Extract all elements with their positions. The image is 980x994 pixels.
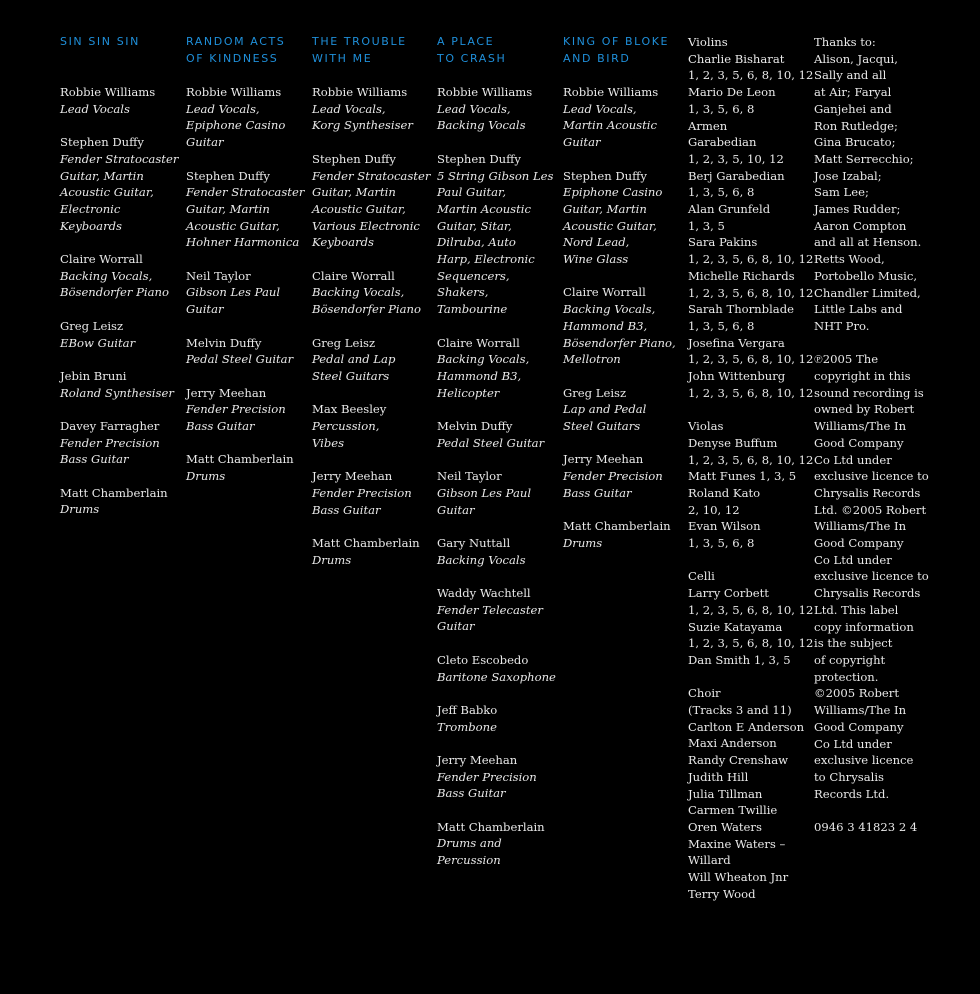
musician-entry bbox=[437, 652, 557, 685]
player-name: Mario De Leon bbox=[688, 85, 776, 100]
musician-name: Claire Worrall bbox=[60, 252, 143, 266]
player-tracks: 1, 2, 3, 5, 6, 8, 10, 12 bbox=[688, 385, 814, 400]
violins-section bbox=[688, 34, 814, 401]
musician-role: Fender Precision Bass Guitar bbox=[60, 435, 160, 467]
musician-name: Matt Chamberlain bbox=[60, 485, 168, 500]
player-name: Armen Garabedian bbox=[688, 118, 757, 150]
player-tracks: 1, 3, 5, 6, 8 bbox=[688, 318, 755, 333]
musician-role: Drums bbox=[312, 552, 352, 567]
musician-entry bbox=[563, 84, 683, 151]
musician-entry bbox=[312, 401, 432, 451]
musician-name: Claire Worrall bbox=[563, 285, 646, 300]
musician-name: Matt Chamberlain bbox=[186, 452, 294, 467]
musician-list bbox=[60, 84, 180, 518]
catalog-number: 0946 3 41823 2 4 bbox=[814, 820, 918, 835]
musician-name: Stephen Duffy bbox=[186, 168, 270, 183]
musician-role: Lead Vocals bbox=[60, 101, 130, 116]
player-name: Dan Smith 1, 3, 5 bbox=[688, 652, 791, 667]
musician-entry bbox=[186, 84, 306, 151]
musician-entry bbox=[563, 518, 683, 551]
section-title: Choir bbox=[688, 686, 721, 701]
musician-entry bbox=[186, 335, 306, 368]
musician-name: Jerry Meehan bbox=[437, 752, 518, 767]
musician-entry bbox=[186, 451, 306, 484]
musician-role: Percussion, Vibes bbox=[312, 419, 380, 450]
musician-role: Backing Vocals, Bösendorfer Piano bbox=[312, 285, 421, 317]
musician-name: Matt Chamberlain bbox=[312, 535, 420, 550]
musician-entry bbox=[312, 84, 432, 134]
musician-entry bbox=[437, 752, 557, 802]
musician-name: Jeff Babko bbox=[437, 702, 498, 717]
song-column bbox=[60, 34, 180, 535]
musician-entry bbox=[312, 151, 432, 251]
choir-member: Maxine Waters – Willard bbox=[688, 836, 786, 868]
musician-entry bbox=[437, 151, 557, 318]
player-tracks: 1, 2, 3, 5, 10, 12 bbox=[688, 151, 784, 166]
musician-entry bbox=[312, 468, 432, 518]
musician-entry bbox=[60, 251, 180, 301]
musician-role: Backing Vocals, Hammond B3, Bösendorfer Piano, Mellotron bbox=[563, 302, 676, 367]
song-column bbox=[186, 34, 306, 501]
musician-name: Claire Worrall bbox=[312, 268, 395, 283]
musician-entry bbox=[186, 268, 306, 318]
player-tracks: 1, 3, 5, 6, 8 bbox=[688, 101, 755, 116]
musician-name: Jebin Bruni bbox=[60, 368, 127, 383]
musician-role: Epiphone Casino Guitar, Martin Acoustic Guitar, Nord Lead, Wine Glass bbox=[563, 185, 663, 267]
musician-entry bbox=[60, 318, 180, 351]
player-tracks: 1, 3, 5, 6, 8 bbox=[688, 185, 755, 200]
song-title: THE TROUBLE WITH ME bbox=[312, 35, 407, 65]
song-title: A PLACE TO CRASH bbox=[437, 35, 507, 65]
musician-role: Pedal and Lap Steel Guitars bbox=[312, 352, 396, 383]
copyright-text: ℗2005 The copyright in this sound recording is owned by Robert Williams/The In Good Company Co Ltd under exclusive licence to Chrysalis Records Ltd. ©2005 Robert Williams/The In Good Company Co Ltd under exclusive licence to Chrysalis Records Ltd. This label copy information is the subject of copyright protection. ©2005 Robert Williams/The In Good Company Co Ltd under exclusive licence to Chrysalis Records Ltd. bbox=[814, 352, 929, 801]
choir-member: Carmen Twillie bbox=[688, 803, 778, 818]
player-tracks: 2, 10, 12 bbox=[688, 502, 740, 517]
musician-role: Fender Stratocaster Guitar, Martin Acoustic Guitar, Electronic Keyboards bbox=[60, 151, 179, 233]
musician-entry bbox=[312, 268, 432, 318]
musician-entry bbox=[60, 368, 180, 401]
player-name: Alan Grunfeld bbox=[688, 202, 771, 217]
musician-name: Neil Taylor bbox=[437, 469, 502, 484]
musician-role: Pedal Steel Guitar bbox=[437, 435, 545, 450]
musician-entry bbox=[186, 385, 306, 435]
musician-name: Robbie Williams bbox=[312, 85, 408, 99]
musician-entry bbox=[437, 535, 557, 568]
musician-role: Fender Precision Bass Guitar bbox=[186, 402, 286, 433]
musician-role: Roland Synthesiser bbox=[60, 385, 174, 400]
musician-entry bbox=[186, 168, 306, 252]
musician-entry bbox=[60, 418, 180, 468]
musician-role: Fender Precision Bass Guitar bbox=[312, 485, 412, 517]
section-title: Violins bbox=[688, 35, 728, 49]
strings-choir-column bbox=[688, 34, 814, 919]
player-tracks: 1, 3, 5, 6, 8 bbox=[688, 536, 755, 551]
player-tracks: 1, 2, 3, 5, 6, 8, 10, 12 bbox=[688, 252, 814, 267]
musician-role: Drums bbox=[186, 469, 226, 484]
player-name: Charlie Bisharat bbox=[688, 51, 785, 66]
choir-subtitle: (Tracks 3 and 11) bbox=[688, 703, 792, 718]
player-name: Sarah Thornblade bbox=[688, 302, 794, 317]
musician-name: Matt Chamberlain bbox=[563, 519, 671, 534]
musician-name: Stephen Duffy bbox=[60, 135, 144, 150]
choir-member: Randy Crenshaw bbox=[688, 753, 789, 768]
musician-name: Matt Chamberlain bbox=[437, 819, 545, 834]
musician-role: Lead Vocals, Korg Synthesiser bbox=[312, 101, 413, 133]
musician-entry bbox=[437, 335, 557, 402]
musician-entry bbox=[437, 84, 557, 134]
musician-list bbox=[563, 84, 683, 552]
musician-name: Davey Farragher bbox=[60, 418, 160, 433]
song-column bbox=[437, 34, 557, 886]
musician-entry bbox=[563, 284, 683, 368]
musician-name: Melvin Duffy bbox=[437, 419, 513, 434]
player-name: Roland Kato bbox=[688, 485, 761, 500]
musician-entry bbox=[437, 819, 557, 869]
musician-role: 5 String Gibson Les Paul Guitar, Martin Acoustic Guitar, Sitar, Dilruba, Auto Harp, Electronic Sequencers, Shakers, Tambourine bbox=[437, 168, 554, 317]
thanks-column bbox=[814, 34, 954, 852]
player-tracks: 1, 2, 3, 5, 6, 8, 10, 12 bbox=[688, 285, 814, 300]
musician-entry bbox=[437, 702, 557, 735]
musician-role: Fender Precision Bass Guitar bbox=[437, 769, 537, 801]
musician-role: Lap and Pedal Steel Guitars bbox=[563, 402, 647, 434]
musician-name: Neil Taylor bbox=[186, 268, 251, 283]
musician-role: Fender Precision Bass Guitar bbox=[563, 469, 663, 500]
musician-role: Fender Stratocaster Guitar, Martin Acoustic Guitar, Various Electronic Keyboards bbox=[312, 168, 431, 250]
song-title: RANDOM ACTS OF KINDNESS bbox=[186, 35, 286, 65]
musician-name: Stephen Duffy bbox=[437, 151, 521, 166]
musician-list bbox=[437, 84, 557, 869]
musician-role: Lead Vocals, Backing Vocals bbox=[437, 101, 526, 133]
musician-name: Cleto Escobedo bbox=[437, 652, 529, 667]
musician-name: Robbie Williams bbox=[437, 85, 533, 99]
musician-role: Drums and Percussion bbox=[437, 836, 502, 868]
musician-name: Robbie Williams bbox=[563, 85, 659, 99]
musician-entry bbox=[437, 468, 557, 518]
musician-role: Lead Vocals, Epiphone Casino Guitar bbox=[186, 101, 286, 150]
player-tracks: 1, 3, 5 bbox=[688, 218, 725, 233]
musician-role: EBow Guitar bbox=[60, 335, 136, 350]
musician-role: Drums bbox=[563, 535, 603, 550]
violas-section bbox=[688, 418, 814, 552]
musician-name: Greg Leisz bbox=[312, 335, 376, 350]
player-name: Larry Corbett bbox=[688, 586, 769, 601]
musician-role: Fender Stratocaster Guitar, Martin Acoustic Guitar, Hohner Harmonica bbox=[186, 185, 305, 250]
musician-role: Fender Telecaster Guitar bbox=[437, 602, 543, 634]
song-column bbox=[563, 34, 683, 568]
musician-role: Baritone Saxophone bbox=[437, 669, 556, 684]
musician-entry bbox=[60, 485, 180, 518]
choir-member: Carlton E Anderson bbox=[688, 719, 805, 734]
musician-name: Jerry Meehan bbox=[312, 469, 393, 484]
player-name: John Wittenburg bbox=[688, 369, 786, 384]
musician-name: Robbie Williams bbox=[60, 85, 156, 99]
choir-member: Terry Wood bbox=[688, 886, 756, 901]
musician-list bbox=[312, 84, 432, 568]
musician-name: Gary Nuttall bbox=[437, 535, 511, 550]
choir-member: Maxi Anderson bbox=[688, 736, 777, 751]
musician-name: Max Beesley bbox=[312, 402, 387, 417]
choir-member: Judith Hill bbox=[688, 769, 749, 784]
musician-name: Greg Leisz bbox=[60, 318, 124, 333]
choir-member: Will Wheaton Jnr bbox=[688, 870, 789, 885]
choir-section bbox=[688, 685, 810, 902]
musician-role: Pedal Steel Guitar bbox=[186, 352, 294, 367]
player-name: Berj Garabedian bbox=[688, 168, 785, 183]
musician-entry bbox=[60, 134, 180, 234]
player-tracks: 1, 2, 3, 5, 6, 8, 10, 12 bbox=[688, 602, 814, 617]
musician-name: Jerry Meehan bbox=[186, 385, 267, 400]
thanks-text: Thanks to: Alison, Jacqui, Sally and all at Air; Faryal Ganjehei and Ron Rutledge; Gina Brucato; Matt Serrecchio; Jose Izabal; Sam Lee; James Rudder; Aaron Compton and all at Henson. Retts Wood, Portobello Music, Chandler Limited, Little Labs and NHT Pro. bbox=[814, 35, 922, 333]
player-tracks: 1, 2, 3, 5, 6, 8, 10, 12 bbox=[688, 452, 814, 467]
song-title: SIN SIN SIN bbox=[60, 35, 140, 48]
musician-entry bbox=[437, 585, 557, 635]
section-title: Celli bbox=[688, 569, 715, 584]
musician-entry bbox=[60, 84, 180, 117]
choir-member: Oren Waters bbox=[688, 820, 762, 834]
musician-entry bbox=[312, 335, 432, 385]
player-name: Evan Wilson bbox=[688, 519, 761, 534]
player-name: Matt Funes 1, 3, 5 bbox=[688, 469, 797, 484]
musician-role: Trombone bbox=[437, 719, 497, 734]
musician-list bbox=[186, 84, 306, 485]
musician-name: Jerry Meehan bbox=[563, 452, 644, 467]
player-name: Sara Pakins bbox=[688, 235, 758, 250]
musician-name: Greg Leisz bbox=[563, 385, 627, 400]
musician-name: Melvin Duffy bbox=[186, 335, 262, 350]
musician-name: Waddy Wachtell bbox=[437, 586, 531, 600]
player-tracks: 1, 2, 3, 5, 6, 8, 10, 12 bbox=[688, 352, 814, 367]
song-title: KING OF BLOKE AND BIRD bbox=[563, 35, 670, 65]
musician-role: Backing Vocals bbox=[437, 552, 526, 567]
musician-name: Robbie Williams bbox=[186, 85, 282, 99]
player-name: Josefina Vergara bbox=[688, 335, 785, 350]
celli-section bbox=[688, 568, 814, 668]
musician-role: Drums bbox=[60, 502, 100, 517]
musician-name: Stephen Duffy bbox=[563, 168, 647, 183]
musician-entry bbox=[563, 385, 683, 435]
section-title: Violas bbox=[688, 419, 724, 434]
musician-entry bbox=[563, 168, 683, 268]
musician-role: Backing Vocals, Hammond B3, Helicopter bbox=[437, 352, 530, 400]
musician-entry bbox=[312, 535, 432, 568]
choir-member: Julia Tillman bbox=[688, 786, 763, 801]
player-tracks: 1, 2, 3, 5, 6, 8, 10, 12 bbox=[688, 636, 814, 651]
musician-entry bbox=[563, 451, 683, 501]
player-name: Denyse Buffum bbox=[688, 435, 778, 450]
musician-role: Gibson Les Paul Guitar bbox=[186, 285, 281, 317]
musician-name: Claire Worrall bbox=[437, 335, 520, 350]
player-name: Suzie Katayama bbox=[688, 619, 783, 634]
player-tracks: 1, 2, 3, 5, 6, 8, 10, 12 bbox=[688, 68, 814, 83]
player-name: Michelle Richards bbox=[688, 268, 795, 283]
musician-entry bbox=[437, 418, 557, 451]
song-column bbox=[312, 34, 432, 585]
musician-name: Stephen Duffy bbox=[312, 151, 396, 166]
musician-role: Gibson Les Paul Guitar bbox=[437, 485, 532, 517]
musician-role: Backing Vocals, Bösendorfer Piano bbox=[60, 268, 169, 300]
musician-role: Lead Vocals, Martin Acoustic Guitar bbox=[563, 101, 657, 150]
